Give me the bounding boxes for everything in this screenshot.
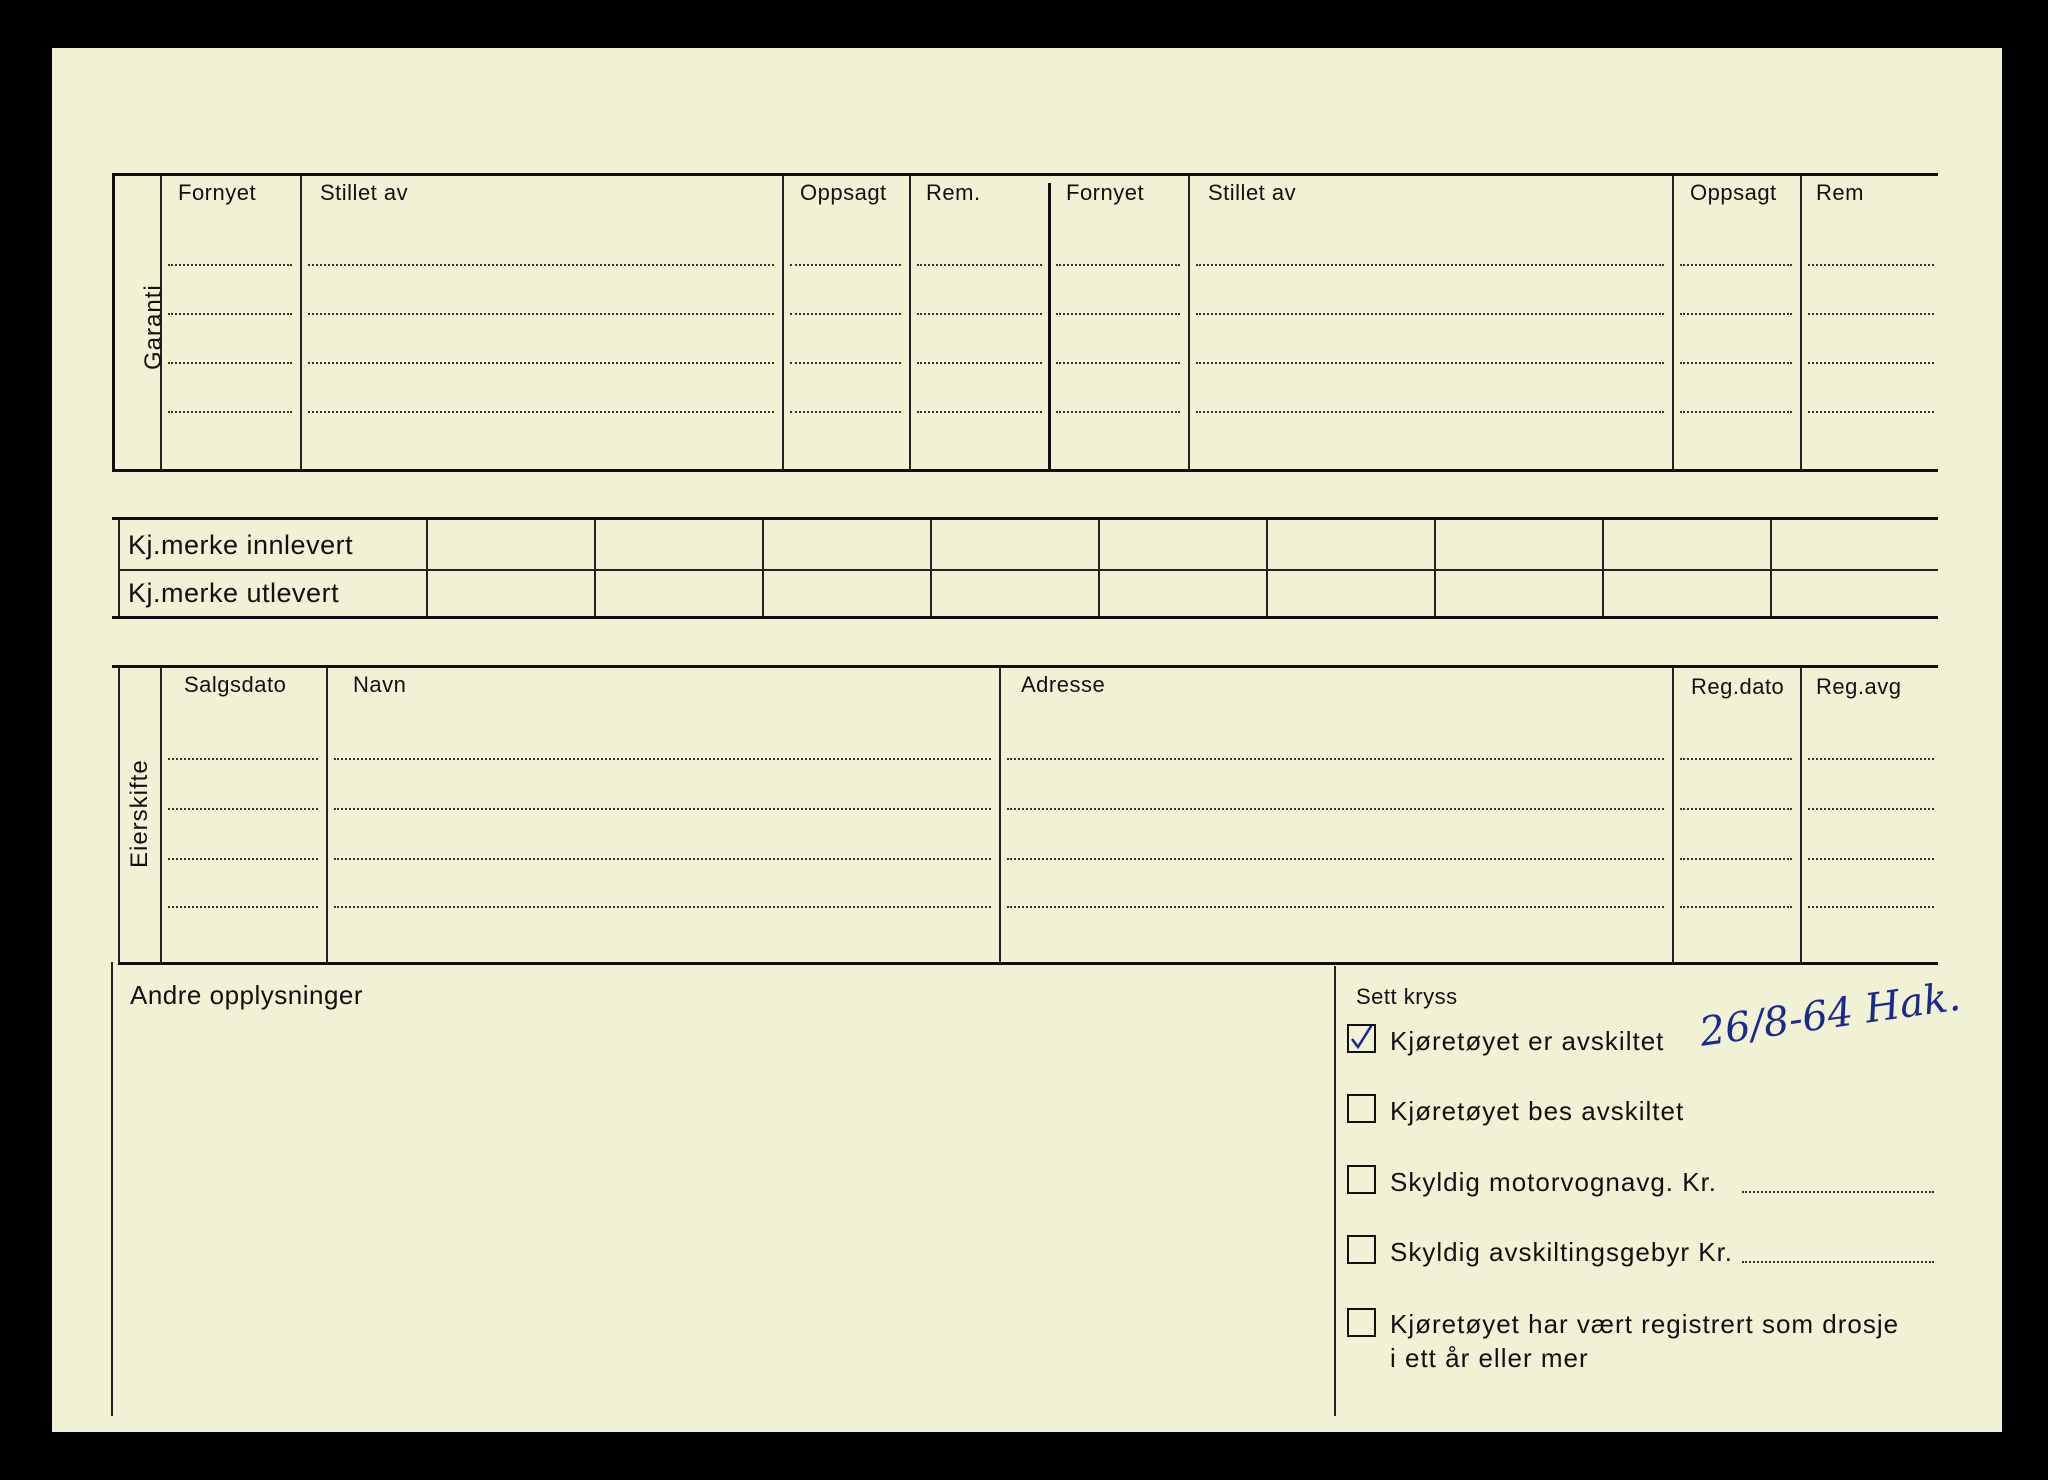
eierskifte-col-divider bbox=[1672, 668, 1674, 962]
handwritten-note: 26/8-64 Hak. bbox=[1696, 973, 1964, 1056]
garanti-header-stillet-av: Stillet av bbox=[320, 180, 409, 205]
dotted-entry-line[interactable] bbox=[1808, 264, 1934, 266]
dotted-entry-line[interactable] bbox=[790, 264, 901, 266]
dotted-entry-line[interactable] bbox=[1808, 906, 1934, 908]
eierskifte-header-reg-dato: Reg.dato bbox=[1691, 674, 1785, 699]
andre-opplysninger-label: Andre opplysninger bbox=[130, 980, 364, 1010]
dotted-entry-line[interactable] bbox=[168, 411, 292, 413]
dotted-entry-line[interactable] bbox=[1007, 858, 1664, 860]
dotted-entry-line[interactable] bbox=[790, 411, 901, 413]
dotted-entry-line[interactable] bbox=[917, 411, 1042, 413]
dotted-entry-line[interactable] bbox=[168, 264, 292, 266]
dotted-entry-line[interactable] bbox=[1680, 758, 1792, 760]
bes-avskiltet-label: Kjøretøyet bes avskiltet bbox=[1390, 1096, 1685, 1126]
drosje-checkbox[interactable] bbox=[1347, 1308, 1376, 1337]
eierskifte-header-reg-avg: Reg.avg bbox=[1816, 674, 1902, 699]
dotted-entry-line[interactable] bbox=[1196, 362, 1664, 364]
kjennemerke-col-divider bbox=[1098, 520, 1100, 616]
kjennemerke-top-border bbox=[112, 517, 1938, 520]
eierskifte-bottom-border bbox=[118, 962, 1938, 965]
kjennemerke-col-divider bbox=[762, 520, 764, 616]
dotted-entry-line[interactable] bbox=[1680, 411, 1792, 413]
dotted-entry-line[interactable] bbox=[1056, 313, 1180, 315]
garanti-col-divider bbox=[300, 176, 302, 469]
dotted-entry-line[interactable] bbox=[790, 313, 901, 315]
garanti-header-fornyet: Fornyet bbox=[178, 180, 257, 205]
kjennemerke-col-divider bbox=[1602, 520, 1604, 616]
andre-left-border bbox=[111, 962, 113, 1416]
dotted-entry-line[interactable] bbox=[308, 362, 774, 364]
dotted-entry-line[interactable] bbox=[1056, 264, 1180, 266]
kjennemerke-utlevert-label: Kj.merke utlevert bbox=[128, 578, 340, 608]
avskiltet-checkbox[interactable] bbox=[1347, 1024, 1376, 1053]
dotted-entry-line[interactable] bbox=[1808, 313, 1934, 315]
dotted-entry-line[interactable] bbox=[1680, 313, 1792, 315]
eierskifte-col-divider bbox=[160, 668, 162, 962]
dotted-entry-line[interactable] bbox=[1808, 808, 1934, 810]
garanti-col-divider bbox=[1188, 176, 1190, 469]
dotted-entry-line[interactable] bbox=[308, 264, 774, 266]
eierskifte-section-label: Eierskifte bbox=[126, 759, 153, 868]
dotted-entry-line[interactable] bbox=[1007, 808, 1664, 810]
eierskifte-col-divider bbox=[999, 668, 1001, 962]
dotted-entry-line[interactable] bbox=[917, 362, 1042, 364]
kjennemerke-col-divider bbox=[1266, 520, 1268, 616]
garanti-col-divider bbox=[909, 176, 911, 469]
dotted-entry-line[interactable] bbox=[168, 858, 318, 860]
garanti-col-divider bbox=[782, 176, 784, 469]
kjennemerke-innlevert-label: Kj.merke innlevert bbox=[128, 530, 354, 560]
eierskifte-col-divider bbox=[326, 668, 328, 962]
dotted-entry-line[interactable] bbox=[1680, 858, 1792, 860]
dotted-entry-line[interactable] bbox=[1808, 362, 1934, 364]
garanti-header-rem-2: Rem bbox=[1816, 180, 1864, 205]
dotted-entry-line[interactable] bbox=[1007, 906, 1664, 908]
dotted-entry-line[interactable] bbox=[334, 808, 991, 810]
eierskifte-header-salgsdato: Salgsdato bbox=[184, 672, 287, 697]
garanti-header-oppsagt: Oppsagt bbox=[800, 180, 887, 205]
avskiltingsgebyr-label: Skyldig avskiltingsgebyr Kr. bbox=[1390, 1237, 1734, 1267]
dotted-entry-line[interactable] bbox=[1196, 411, 1664, 413]
dotted-entry-line[interactable] bbox=[168, 313, 292, 315]
dotted-entry-line[interactable] bbox=[1056, 362, 1180, 364]
garanti-header-stillet-av-2: Stillet av bbox=[1208, 180, 1297, 205]
dotted-entry-line[interactable] bbox=[1007, 758, 1664, 760]
garanti-section-label: Garanti bbox=[140, 284, 167, 370]
dotted-entry-line[interactable] bbox=[1808, 411, 1934, 413]
dotted-entry-line[interactable] bbox=[1808, 858, 1934, 860]
kjennemerke-col-divider bbox=[426, 520, 428, 616]
dotted-entry-line[interactable] bbox=[168, 362, 292, 364]
kjennemerke-col-divider bbox=[1770, 520, 1772, 616]
dotted-entry-line[interactable] bbox=[334, 758, 991, 760]
motorvognavg-checkbox[interactable] bbox=[1347, 1165, 1376, 1194]
dotted-entry-line[interactable] bbox=[1196, 264, 1664, 266]
registration-card bbox=[52, 48, 2002, 1432]
kjennemerke-col-divider bbox=[930, 520, 932, 616]
dotted-entry-line[interactable] bbox=[334, 906, 991, 908]
dotted-entry-line[interactable] bbox=[917, 313, 1042, 315]
motorvognavg-label: Skyldig motorvognavg. Kr. bbox=[1390, 1167, 1718, 1197]
dotted-entry-line[interactable] bbox=[168, 808, 318, 810]
garanti-header-oppsagt-2: Oppsagt bbox=[1690, 180, 1777, 205]
garanti-col-divider bbox=[1672, 176, 1674, 469]
dotted-entry-line[interactable] bbox=[168, 906, 318, 908]
garanti-header-fornyet-2: Fornyet bbox=[1066, 180, 1145, 205]
dotted-entry-line[interactable] bbox=[1056, 411, 1180, 413]
avskiltingsgebyr-checkbox[interactable] bbox=[1347, 1235, 1376, 1264]
motorvognavg-amount-line[interactable] bbox=[1742, 1191, 1934, 1193]
dotted-entry-line[interactable] bbox=[1196, 313, 1664, 315]
kjennemerke-col-divider bbox=[594, 520, 596, 616]
check-mark-icon bbox=[1349, 1026, 1374, 1051]
sett-kryss-title: Sett kryss bbox=[1356, 984, 1458, 1009]
garanti-middle-divider bbox=[1048, 183, 1051, 471]
kjennemerke-mid-border bbox=[118, 569, 1938, 571]
eierskifte-header-navn: Navn bbox=[353, 672, 407, 697]
dotted-entry-line[interactable] bbox=[1680, 906, 1792, 908]
garanti-left-border bbox=[112, 173, 115, 472]
dotted-entry-line[interactable] bbox=[1680, 808, 1792, 810]
dotted-entry-line[interactable] bbox=[790, 362, 901, 364]
dotted-entry-line[interactable] bbox=[334, 858, 991, 860]
dotted-entry-line[interactable] bbox=[1680, 264, 1792, 266]
garanti-top-border bbox=[112, 173, 1938, 176]
garanti-header-rem: Rem. bbox=[926, 180, 981, 205]
dotted-entry-line[interactable] bbox=[308, 411, 774, 413]
eierskifte-col-divider bbox=[1800, 668, 1802, 962]
drosje-label-line2: i ett år eller mer bbox=[1390, 1343, 1589, 1373]
drosje-label: Kjøretøyet har vært registrert som drosje bbox=[1390, 1309, 1900, 1339]
dotted-entry-line[interactable] bbox=[308, 313, 774, 315]
garanti-col-divider bbox=[1800, 176, 1802, 469]
bes-avskiltet-checkbox[interactable] bbox=[1347, 1094, 1376, 1123]
dotted-entry-line[interactable] bbox=[1808, 758, 1934, 760]
dotted-entry-line[interactable] bbox=[917, 264, 1042, 266]
dotted-entry-line[interactable] bbox=[1680, 362, 1792, 364]
kjennemerke-bottom-border bbox=[112, 616, 1938, 619]
eierskifte-left-border bbox=[118, 668, 120, 962]
kjennemerke-left-border bbox=[118, 520, 120, 616]
avskiltingsgebyr-amount-line[interactable] bbox=[1742, 1261, 1934, 1263]
garanti-bottom-border bbox=[112, 469, 1938, 472]
kjennemerke-col-divider bbox=[1434, 520, 1436, 616]
andre-divider bbox=[1334, 966, 1336, 1416]
eierskifte-top-border bbox=[112, 665, 1938, 668]
eierskifte-header-adresse: Adresse bbox=[1021, 672, 1106, 697]
dotted-entry-line[interactable] bbox=[168, 758, 318, 760]
avskiltet-label: Kjøretøyet er avskiltet bbox=[1390, 1026, 1665, 1056]
